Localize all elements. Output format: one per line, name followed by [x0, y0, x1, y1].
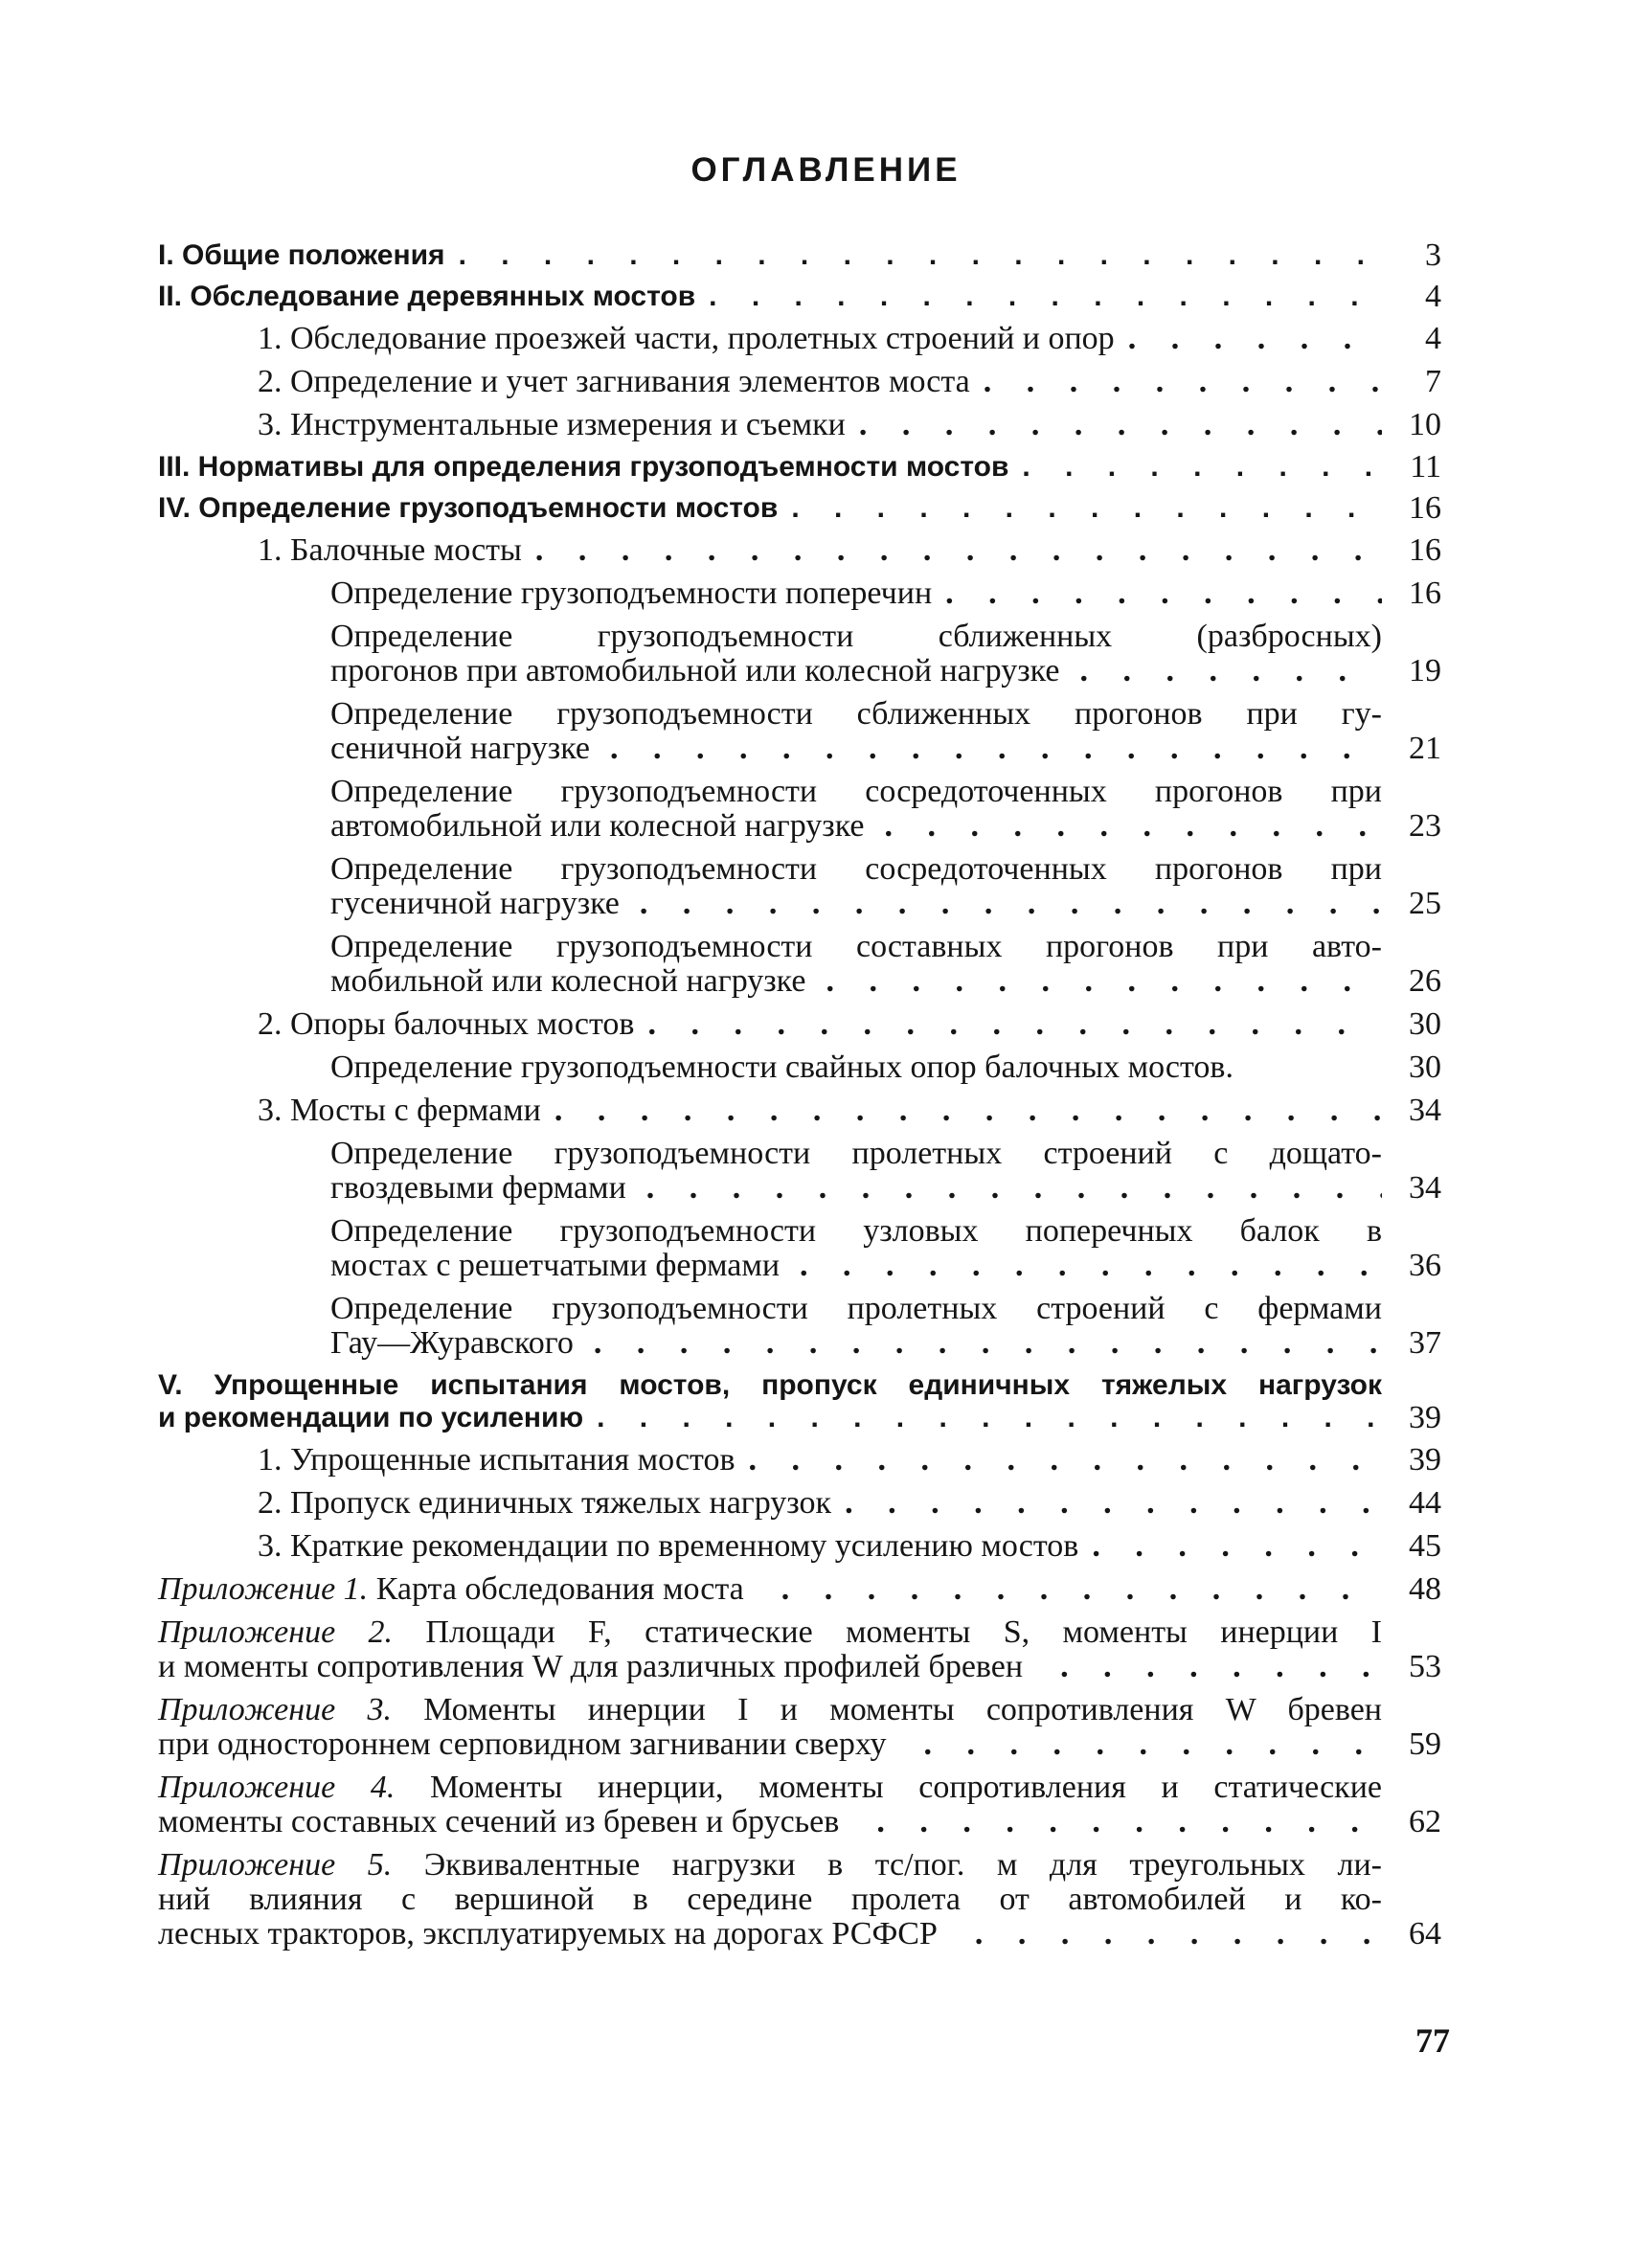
appendix-prefix: Приложение 2. [158, 1614, 394, 1650]
toc-entry [158, 576, 1441, 611]
toc-entry-page: 25 [1409, 886, 1441, 921]
toc-entry-page: 62 [1409, 1804, 1441, 1839]
toc-entry [158, 1094, 1441, 1128]
dot-leader [945, 576, 1382, 611]
toc-entry-label: 3. Мосты с фермами [258, 1093, 541, 1128]
toc-entry-page: 23 [1409, 808, 1441, 844]
toc-entry-page: 64 [1409, 1916, 1441, 1951]
toc-entry-label: лесных тракторов, эксплуатируемых на дорогах РСФСР [158, 1916, 938, 1951]
dot-leader [1092, 1529, 1382, 1564]
toc-entry-line: Моменты инерции, моменты сопротивления и статические [430, 1770, 1382, 1805]
dot-leader [1073, 654, 1382, 688]
toc-entry-page: 16 [1409, 532, 1441, 568]
toc-entry-label: гвоздевыми фермами [330, 1170, 626, 1206]
toc-entry-page: 16 [1409, 490, 1441, 526]
toc-entry-line: Определение грузоподъемности узловых поперечных балок в [330, 1213, 1382, 1249]
toc-entry-label: Карта обследования моста [375, 1571, 744, 1607]
toc-entry [158, 1050, 1441, 1085]
dot-leader [459, 239, 1382, 272]
appendix-prefix: Приложение 1. [158, 1571, 369, 1607]
toc-entry-page: 44 [1409, 1485, 1441, 1521]
toc-entry-page: 3 [1425, 237, 1441, 273]
toc-entry-line: Определение грузоподъемности пролетных строений с дощато- [330, 1136, 1382, 1171]
toc-entry-label: гусеничной нагрузке [330, 886, 620, 921]
toc-entry-page: 10 [1409, 407, 1441, 442]
toc-entry-page: 4 [1425, 279, 1441, 314]
toc-entry-page: 34 [1409, 1170, 1441, 1206]
toc-entry-appendix [158, 1693, 1441, 1762]
toc-entry-page: 48 [1409, 1571, 1441, 1607]
toc-entry-appendix [158, 1615, 1441, 1684]
dot-leader [554, 1094, 1382, 1128]
dot-leader [819, 964, 1382, 999]
toc-entry-page: 37 [1409, 1325, 1441, 1361]
toc-entry [158, 451, 1441, 484]
toc-entry-label: Определение грузоподъемности поперечин [330, 575, 933, 611]
toc-entry-page: 36 [1409, 1248, 1441, 1283]
toc-entry-page: 7 [1425, 364, 1441, 399]
dot-leader [900, 1727, 1382, 1762]
toc-entry [158, 1369, 1441, 1434]
toc-entry-page: 4 [1425, 321, 1441, 356]
page-title: ОГЛАВЛЕНИЕ [690, 151, 962, 189]
toc-entry [158, 1007, 1441, 1042]
toc-entry-line: Определение грузоподъемности сосредоточенных прогонов при [330, 851, 1382, 887]
toc-entry [158, 1529, 1441, 1564]
dot-leader [603, 732, 1382, 766]
toc-entry [158, 1486, 1441, 1521]
toc-entry-page: 53 [1409, 1649, 1441, 1684]
toc-entry-label: моменты составных сечений из бревен и брусьев [158, 1804, 840, 1839]
toc-entry-line: Определение грузоподъемности составных прогонов при авто- [330, 929, 1382, 964]
toc-entry [158, 1137, 1441, 1206]
toc-entry-label: 3. Инструментальные измерения и съемки [258, 407, 846, 442]
toc-entry [158, 239, 1441, 272]
toc-entry-page: 26 [1409, 963, 1441, 999]
toc-entry-appendix [158, 1771, 1441, 1839]
toc-entry [158, 408, 1441, 442]
dot-leader [758, 1572, 1382, 1607]
toc-entry-page: 39 [1409, 1442, 1441, 1478]
toc-entry-line: Определение грузоподъемности сближенных (разбросных) [330, 619, 1382, 654]
toc-entry-line: ний влияния с вершиной в середине пролета от автомобилей и ко- [158, 1882, 1382, 1917]
appendix-prefix: Приложение 5. [158, 1847, 393, 1883]
dot-leader [878, 809, 1383, 844]
page-number: 77 [1415, 2021, 1450, 2060]
toc-entry [158, 930, 1441, 999]
dot-leader [791, 492, 1382, 525]
dot-leader [647, 1007, 1382, 1042]
dot-leader [1128, 322, 1382, 356]
toc-entry-label: I. Общие положения [158, 239, 445, 271]
toc-entry-label: 1. Обследование проезжей части, пролетных строений и опор [258, 321, 1115, 356]
toc-entry [158, 1292, 1441, 1361]
toc-entry-label: Определение грузоподъемности свайных опор балочных мостов. [330, 1049, 1233, 1085]
toc-entry [158, 1214, 1441, 1283]
toc-entry-label: 2. Определение и учет загнивания элементов моста [258, 364, 970, 399]
dot-leader [1022, 451, 1382, 484]
toc-entry-page: 21 [1409, 731, 1441, 766]
dot-leader [633, 887, 1382, 921]
toc-entry-label: IV. Определение грузоподъемности мостов [158, 492, 779, 524]
toc-entry [158, 492, 1441, 525]
toc-entry-label: 2. Опоры балочных мостов [258, 1006, 635, 1042]
toc-entry [158, 365, 1441, 399]
toc-entry-label: III. Нормативы для определения грузоподъемности мостов [158, 451, 1009, 483]
toc-entry-label: мобильной или колесной нагрузке [330, 963, 806, 999]
dot-leader [984, 365, 1382, 399]
toc-entry-label: II. Обследование деревянных мостов [158, 281, 696, 312]
toc-entry-label: 1. Балочные мосты [258, 532, 522, 568]
dot-leader [793, 1249, 1382, 1283]
toc-entry-page: 45 [1409, 1528, 1441, 1564]
toc-entry-label: сеничной нагрузке [330, 731, 590, 766]
toc-entry [158, 322, 1441, 356]
toc-entry-label: и рекомендации по усилению [158, 1402, 584, 1433]
toc-entry-line: Определение грузоподъемности сосредоточенных прогонов при [330, 774, 1382, 809]
toc-entry-line: V. Упрощенные испытания мостов, пропуск единичных тяжелых нагрузок [158, 1369, 1382, 1401]
toc-entry-label: и моменты сопротивления W для различных профилей бревен [158, 1649, 1024, 1684]
toc-entry-appendix [158, 1572, 1441, 1607]
toc-entry-label: автомобильной или колесной нагрузке [330, 808, 865, 844]
toc-entry-label: Гау—Журавского [330, 1325, 574, 1361]
toc-entry-page: 30 [1409, 1049, 1441, 1085]
toc-entry [158, 533, 1441, 568]
dot-leader [845, 1486, 1382, 1521]
dot-leader [587, 1326, 1382, 1361]
toc-entry-page: 39 [1409, 1400, 1441, 1435]
toc-entry [158, 620, 1441, 688]
dot-leader [535, 533, 1382, 568]
toc-entry-line: Определение грузоподъемности пролетных строений с фермами [330, 1291, 1382, 1326]
toc-entry-label: 1. Упрощенные испытания мостов [258, 1442, 735, 1478]
dot-leader [859, 408, 1382, 442]
toc-entry-line: Площади F, статические моменты S, моменты инерции I [425, 1614, 1382, 1650]
toc-entry-page: 30 [1409, 1006, 1441, 1042]
toc-entry-label: 2. Пропуск единичных тяжелых нагрузок [258, 1485, 832, 1521]
dot-leader [951, 1917, 1382, 1951]
dot-leader [749, 1443, 1382, 1478]
toc-entry-line: Определение грузоподъемности сближенных прогонов при гу- [330, 696, 1382, 732]
toc-entry-page: 16 [1409, 575, 1441, 611]
toc-entry [158, 281, 1441, 313]
toc-entry [158, 775, 1441, 844]
toc-entry-page: 11 [1410, 449, 1441, 485]
toc-entry-line: Моменты инерции I и моменты сопротивления W бревен [423, 1692, 1382, 1727]
toc-entry [158, 697, 1441, 766]
dot-leader [709, 281, 1382, 313]
toc-entry [158, 852, 1441, 921]
toc-entry-label: прогонов при автомобильной или колесной нагрузке [330, 653, 1060, 688]
dot-leader [640, 1171, 1382, 1206]
toc-entry-label: при одностороннем серповидном загнивании сверху [158, 1726, 887, 1762]
dot-leader [852, 1805, 1382, 1839]
table-of-contents [158, 239, 1441, 1960]
toc-entry-line: Эквивалентные нагрузки в тс/пог. м для треугольных ли- [423, 1847, 1382, 1883]
appendix-prefix: Приложение 3. [158, 1692, 392, 1727]
toc-entry-appendix [158, 1848, 1441, 1951]
toc-entry-page: 19 [1409, 653, 1441, 688]
appendix-prefix: Приложение 4. [158, 1770, 396, 1805]
toc-entry [158, 1443, 1441, 1478]
toc-entry-label: мостах с решетчатыми фермами [330, 1248, 781, 1283]
dot-leader [1036, 1650, 1382, 1684]
dot-leader [597, 1402, 1382, 1434]
toc-entry-page: 34 [1409, 1093, 1441, 1128]
toc-entry-label: 3. Краткие рекомендации по временному усилению мостов [258, 1528, 1079, 1564]
toc-entry-page: 59 [1409, 1726, 1441, 1762]
